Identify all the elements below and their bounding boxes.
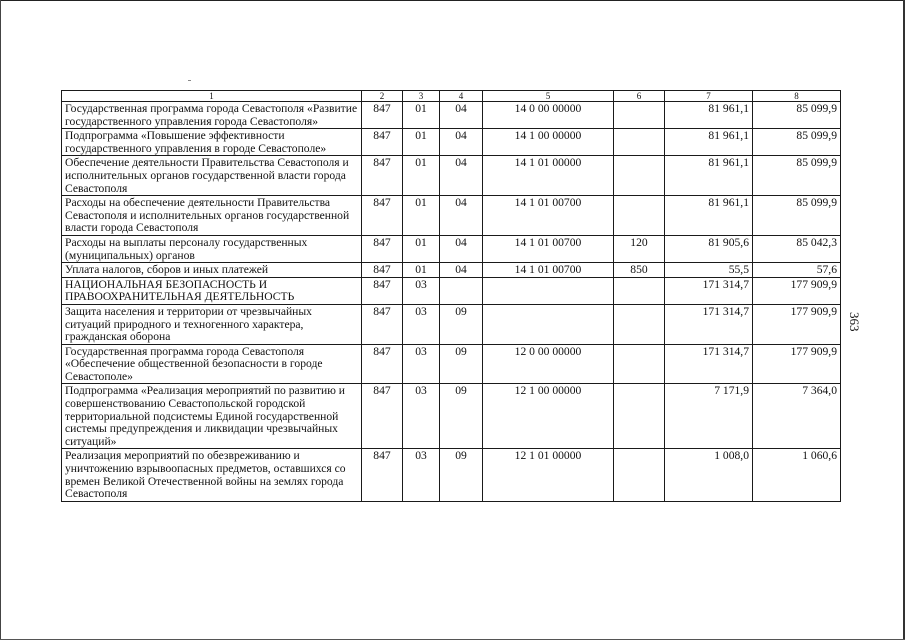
budget-table [61, 90, 841, 502]
table-body [62, 102, 841, 502]
scan-edge-top [0, 0, 905, 1]
row-name-cell: НАЦИОНАЛЬНАЯ БЕЗОПАСНОСТЬ И ПРАВООХРАНИТЕЛЬНАЯ ДЕЯТЕЛЬНОСТЬ [62, 277, 362, 304]
target-article-cell: 14 1 01 00000 [483, 156, 614, 196]
amount-year1-cell: 81 905,6 [665, 235, 753, 262]
admin-code-cell: 847 [362, 263, 403, 278]
section-code-cell: 01 [403, 263, 440, 278]
scan-speck [188, 80, 191, 81]
table-row [62, 196, 841, 236]
amount-year2-cell: 85 099,9 [753, 156, 841, 196]
amount-year2-cell: 85 099,9 [753, 102, 841, 129]
section-code-cell: 03 [403, 344, 440, 384]
amount-year2-cell: 57,6 [753, 263, 841, 278]
admin-code-cell: 847 [362, 196, 403, 236]
subsection-code-cell: 09 [440, 344, 483, 384]
column-header: 8 [753, 91, 841, 102]
admin-code-cell: 847 [362, 102, 403, 129]
section-code-cell: 01 [403, 196, 440, 236]
section-code-cell: 03 [403, 384, 440, 449]
target-article-cell: 12 1 01 00000 [483, 449, 614, 501]
column-header: 6 [614, 91, 665, 102]
expense-type-cell [614, 156, 665, 196]
amount-year1-cell: 81 961,1 [665, 102, 753, 129]
amount-year1-cell: 55,5 [665, 263, 753, 278]
subsection-code-cell: 04 [440, 156, 483, 196]
target-article-cell [483, 277, 614, 304]
subsection-code-cell: 09 [440, 449, 483, 501]
subsection-code-cell: 09 [440, 384, 483, 449]
target-article-cell: 14 0 00 00000 [483, 102, 614, 129]
target-article-cell: 14 1 01 00700 [483, 196, 614, 236]
expense-type-cell [614, 304, 665, 344]
expense-type-cell [614, 196, 665, 236]
amount-year1-cell: 81 961,1 [665, 156, 753, 196]
expense-type-cell: 850 [614, 263, 665, 278]
expense-type-cell: 120 [614, 235, 665, 262]
column-header: 7 [665, 91, 753, 102]
amount-year1-cell: 171 314,7 [665, 277, 753, 304]
table-row [62, 263, 841, 278]
admin-code-cell: 847 [362, 156, 403, 196]
admin-code-cell: 847 [362, 129, 403, 156]
amount-year2-cell: 7 364,0 [753, 384, 841, 449]
table-row [62, 156, 841, 196]
expense-type-cell [614, 384, 665, 449]
row-name-cell: Расходы на выплаты персоналу государственных (муниципальных) органов [62, 235, 362, 262]
amount-year1-cell: 81 961,1 [665, 129, 753, 156]
admin-code-cell: 847 [362, 449, 403, 501]
target-article-cell: 14 1 01 00700 [483, 263, 614, 278]
column-header: 1 [62, 91, 362, 102]
table-row [62, 449, 841, 501]
column-header: 2 [362, 91, 403, 102]
expense-type-cell [614, 102, 665, 129]
column-header: 3 [403, 91, 440, 102]
table-row [62, 277, 841, 304]
row-name-cell: Реализация мероприятий по обезвреживанию и уничтожению взрывоопасных предметов, оставшихся со времен Великой Отечественной войны на землях города Севастополя [62, 449, 362, 501]
table-row [62, 304, 841, 344]
amount-year2-cell: 177 909,9 [753, 344, 841, 384]
admin-code-cell: 847 [362, 384, 403, 449]
row-name-cell: Государственная программа города Севастополя «Обеспечение общественной безопасности в городе Севастополе» [62, 344, 362, 384]
section-code-cell: 01 [403, 235, 440, 262]
target-article-cell: 14 1 01 00700 [483, 235, 614, 262]
row-name-cell: Подпрограмма «Реализация мероприятий по развитию и совершенствованию Севастопольской городской территориальной подсистемы Единой государственной системы предупреждения и ликвидации чрезвычайных ситуаций» [62, 384, 362, 449]
column-header: 4 [440, 91, 483, 102]
section-code-cell: 03 [403, 277, 440, 304]
row-name-cell: Подпрограмма «Повышение эффективности государственного управления в городе Севастополе» [62, 129, 362, 156]
subsection-code-cell: 04 [440, 235, 483, 262]
amount-year2-cell: 177 909,9 [753, 277, 841, 304]
column-header: 5 [483, 91, 614, 102]
target-article-cell: 12 0 00 00000 [483, 344, 614, 384]
expense-type-cell [614, 449, 665, 501]
row-name-cell: Расходы на обеспечение деятельности Правительства Севастополя и исполнительных органов государственной власти города Севастополя [62, 196, 362, 236]
section-code-cell: 03 [403, 304, 440, 344]
table-row [62, 129, 841, 156]
subsection-code-cell: 09 [440, 304, 483, 344]
table-row [62, 344, 841, 384]
page-number: 363 [847, 312, 862, 332]
row-name-cell: Государственная программа города Севастополя «Развитие государственного управления города Севастополя» [62, 102, 362, 129]
row-name-cell: Обеспечение деятельности Правительства Севастополя и исполнительных органов государственной власти города Севастополя [62, 156, 362, 196]
amount-year2-cell: 85 099,9 [753, 196, 841, 236]
section-code-cell: 03 [403, 449, 440, 501]
target-article-cell [483, 304, 614, 344]
amount-year1-cell: 81 961,1 [665, 196, 753, 236]
table-row [62, 102, 841, 129]
row-name-cell: Защита населения и территории от чрезвычайных ситуаций природного и техногенного характера, гражданская оборона [62, 304, 362, 344]
target-article-cell: 12 1 00 00000 [483, 384, 614, 449]
amount-year1-cell: 7 171,9 [665, 384, 753, 449]
expense-type-cell [614, 129, 665, 156]
amount-year1-cell: 1 008,0 [665, 449, 753, 501]
amount-year2-cell: 85 042,3 [753, 235, 841, 262]
admin-code-cell: 847 [362, 277, 403, 304]
expense-type-cell [614, 344, 665, 384]
subsection-code-cell [440, 277, 483, 304]
section-code-cell: 01 [403, 156, 440, 196]
amount-year2-cell: 177 909,9 [753, 304, 841, 344]
admin-code-cell: 847 [362, 235, 403, 262]
expense-type-cell [614, 277, 665, 304]
amount-year2-cell: 85 099,9 [753, 129, 841, 156]
target-article-cell: 14 1 00 00000 [483, 129, 614, 156]
table-row [62, 384, 841, 449]
subsection-code-cell: 04 [440, 263, 483, 278]
table-row [62, 235, 841, 262]
section-code-cell: 01 [403, 129, 440, 156]
admin-code-cell: 847 [362, 344, 403, 384]
scan-edge-left [0, 0, 1, 640]
table-header-row [62, 91, 841, 102]
section-code-cell: 01 [403, 102, 440, 129]
subsection-code-cell: 04 [440, 129, 483, 156]
amount-year1-cell: 171 314,7 [665, 304, 753, 344]
amount-year2-cell: 1 060,6 [753, 449, 841, 501]
subsection-code-cell: 04 [440, 102, 483, 129]
amount-year1-cell: 171 314,7 [665, 344, 753, 384]
subsection-code-cell: 04 [440, 196, 483, 236]
row-name-cell: Уплата налогов, сборов и иных платежей [62, 263, 362, 278]
admin-code-cell: 847 [362, 304, 403, 344]
